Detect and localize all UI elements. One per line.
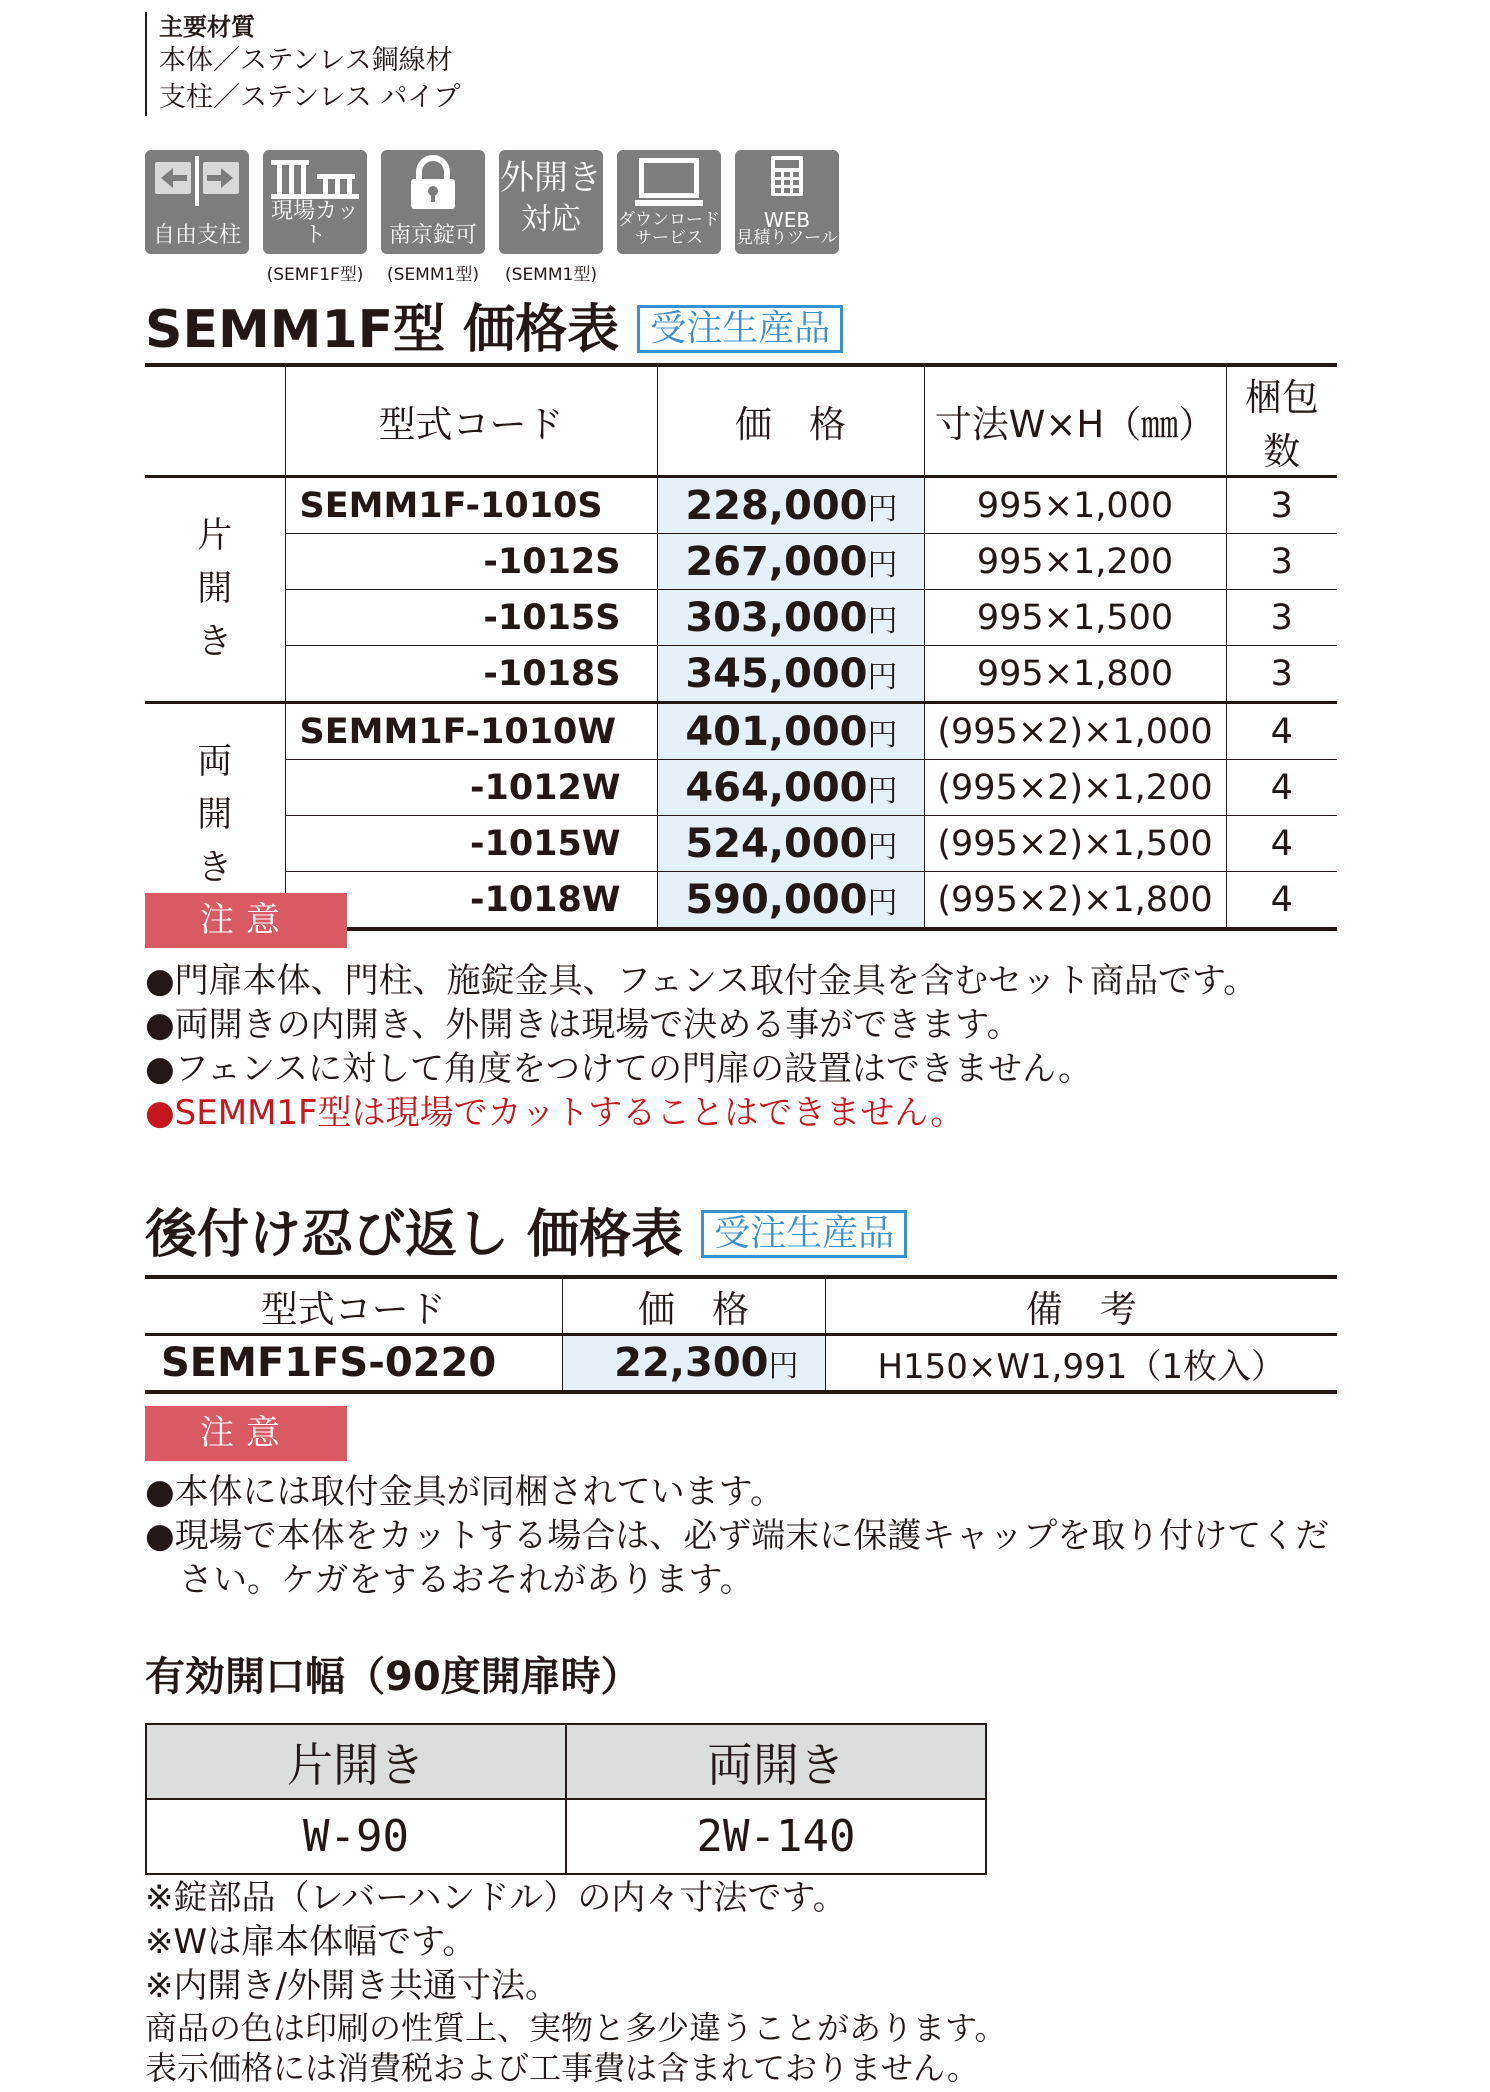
model-code: -1018W	[285, 872, 657, 930]
feature-label: 対応	[521, 202, 581, 237]
note-line: ※内開き/外開き共通寸法。	[145, 1966, 559, 2006]
notice-item: ●門扉本体、門柱、施錠金具、フェンス取付金具を含むセット商品です。	[145, 961, 1258, 1001]
notice-list	[145, 959, 1257, 1135]
table-row	[145, 1335, 1337, 1393]
dimension-cell: 995×1,500	[924, 590, 1226, 646]
header-price: 価 格	[562, 1277, 825, 1335]
model-code: -1012S	[285, 534, 657, 590]
feature-sub: (SEMM1型)	[505, 265, 597, 285]
price-table-semm1f	[145, 363, 1337, 931]
note-line: ※Wは扉本体幅です。	[145, 1922, 477, 1962]
feature-sub: (SEMM1型)	[387, 265, 479, 285]
dimension-cell: (995×2)×1,200	[924, 760, 1226, 816]
group-label-single: 片 開 き	[145, 477, 285, 703]
monitor-icon	[617, 150, 721, 254]
feature-label: サービス	[635, 228, 703, 248]
section3-title: 有効開口幅（90度開扉時）	[145, 1654, 641, 1700]
footer-line: 表示価格には消費税および工事費は含まれておりません。	[145, 2049, 979, 2087]
header-price: 価 格	[657, 365, 924, 477]
price-table-option	[145, 1275, 1337, 1394]
section3-notes	[145, 1876, 847, 2008]
remarks-cell: H150×W1,991（1枚入）	[825, 1335, 1337, 1393]
section1-heading	[145, 300, 843, 360]
model-code: -1015S	[285, 590, 657, 646]
materials-line: 本体／ステンレス鋼線材	[159, 45, 453, 76]
dimension-cell: 995×1,800	[924, 646, 1226, 703]
notice-item: さい。ケガをするおそれがあります。	[145, 1560, 754, 1600]
feature-label: 自由支柱	[152, 223, 241, 248]
section2-heading	[145, 1205, 907, 1265]
notice-item: ●現場で本体をカットする場合は、必ず端末に保護キャップを取り付けてくだ	[145, 1516, 1330, 1556]
price-cell: 401,000円	[657, 703, 924, 760]
table-header-row	[145, 365, 1337, 477]
model-code: SEMM1F-1010S	[285, 477, 657, 534]
materials-title: 主要材質	[159, 13, 255, 41]
made-to-order-badge: 受注生産品	[637, 305, 843, 353]
padlock-icon	[381, 150, 485, 254]
header-single: 片開き	[146, 1724, 566, 1799]
free-post-icon	[145, 150, 249, 254]
notice-tag: 注意	[145, 1406, 347, 1461]
quantity-cell: 4	[1226, 703, 1337, 760]
dimension-cell: (995×2)×1,000	[924, 703, 1226, 760]
model-code: SEMM1F-1010W	[285, 703, 657, 760]
footer-line: 商品の色は印刷の性質上、実物と多少違うことがあります。	[145, 2009, 1007, 2047]
header-code: 型式コード	[285, 365, 657, 477]
header-double: 両開き	[566, 1724, 986, 1799]
table-row	[145, 816, 1337, 872]
value-double: 2W-140	[566, 1799, 986, 1874]
price-cell: 267,000円	[657, 534, 924, 590]
feature-label-top: ダウンロード	[618, 210, 720, 230]
quantity-cell: 4	[1226, 816, 1337, 872]
price-cell: 464,000円	[657, 760, 924, 816]
section1-title: SEMM1F型 価格表	[145, 300, 620, 360]
value-single: W-90	[146, 1799, 566, 1874]
dimension-cell: 995×1,200	[924, 534, 1226, 590]
quantity-cell: 3	[1226, 534, 1337, 590]
made-to-order-badge: 受注生産品	[701, 1210, 907, 1258]
model-code: SEMF1FS-0220	[161, 1340, 497, 1386]
table-row	[146, 1799, 986, 1874]
quantity-cell: 3	[1226, 477, 1337, 534]
site-cut-icon	[263, 150, 367, 254]
price-cell: 345,000円	[657, 646, 924, 703]
header-code: 型式コード	[145, 1277, 562, 1335]
header-remarks: 備 考	[825, 1277, 1337, 1335]
materials-line: 支柱／ステンレス パイプ	[159, 82, 461, 113]
header-dimensions: 寸法W×H（㎜）	[924, 365, 1226, 477]
price-cell: 228,000円	[657, 477, 924, 534]
footer-notes	[145, 2008, 1006, 2088]
notice-tag: 注意	[145, 893, 347, 948]
quantity-cell: 4	[1226, 872, 1337, 930]
feature-label-top: 外開き	[500, 158, 602, 198]
table-row	[145, 646, 1337, 703]
calculator-icon	[735, 150, 839, 254]
note-line: ※錠部品（レバーハンドル）の内々寸法です。	[145, 1878, 847, 1918]
header-quantity: 梱包数	[1226, 365, 1337, 477]
price-cell: 303,000円	[657, 590, 924, 646]
feature-label: 現場カット	[271, 199, 359, 248]
feature-label: 見積りツール	[736, 228, 838, 248]
model-code: -1015W	[285, 816, 657, 872]
table-row	[145, 534, 1337, 590]
price-cell: 524,000円	[657, 816, 924, 872]
model-code: -1012W	[285, 760, 657, 816]
feature-label-top: WEB	[763, 208, 811, 232]
materials-block	[145, 12, 460, 116]
feature-sub: (SEMF1F型)	[266, 265, 364, 285]
section2-title: 後付け忍び返し 価格表	[145, 1205, 684, 1265]
table-row	[145, 590, 1337, 646]
outward-open-icon	[499, 150, 603, 254]
notice-item-warning: ●SEMM1F型は現場でカットすることはできません。	[145, 1093, 965, 1133]
notice-item: ●本体には取付金具が同梱されています。	[145, 1472, 784, 1512]
price-cell: 590,000円	[657, 872, 924, 930]
price-cell: 22,300円	[562, 1335, 825, 1393]
table-row	[145, 703, 1337, 760]
notice-item: ●フェンスに対して角度をつけての門扉の設置はできません。	[145, 1049, 1092, 1089]
table-row	[145, 477, 1337, 534]
table-row	[145, 760, 1337, 816]
dimension-cell: (995×2)×1,800	[924, 872, 1226, 930]
model-code: -1018S	[285, 646, 657, 703]
dimension-cell: 995×1,000	[924, 477, 1226, 534]
dimension-cell: (995×2)×1,500	[924, 816, 1226, 872]
table-header-row	[145, 1277, 1337, 1335]
notice-item: ●両開きの内開き、外開きは現場で決める事ができます。	[145, 1005, 1021, 1045]
quantity-cell: 3	[1226, 646, 1337, 703]
opening-width-table	[145, 1723, 987, 1875]
group-label-double: 両 開 き	[197, 742, 233, 888]
feature-label: 南京錠可	[388, 223, 477, 248]
notice-list	[145, 1470, 1329, 1602]
quantity-cell: 3	[1226, 590, 1337, 646]
table-header-row	[146, 1724, 986, 1799]
quantity-cell: 4	[1226, 760, 1337, 816]
